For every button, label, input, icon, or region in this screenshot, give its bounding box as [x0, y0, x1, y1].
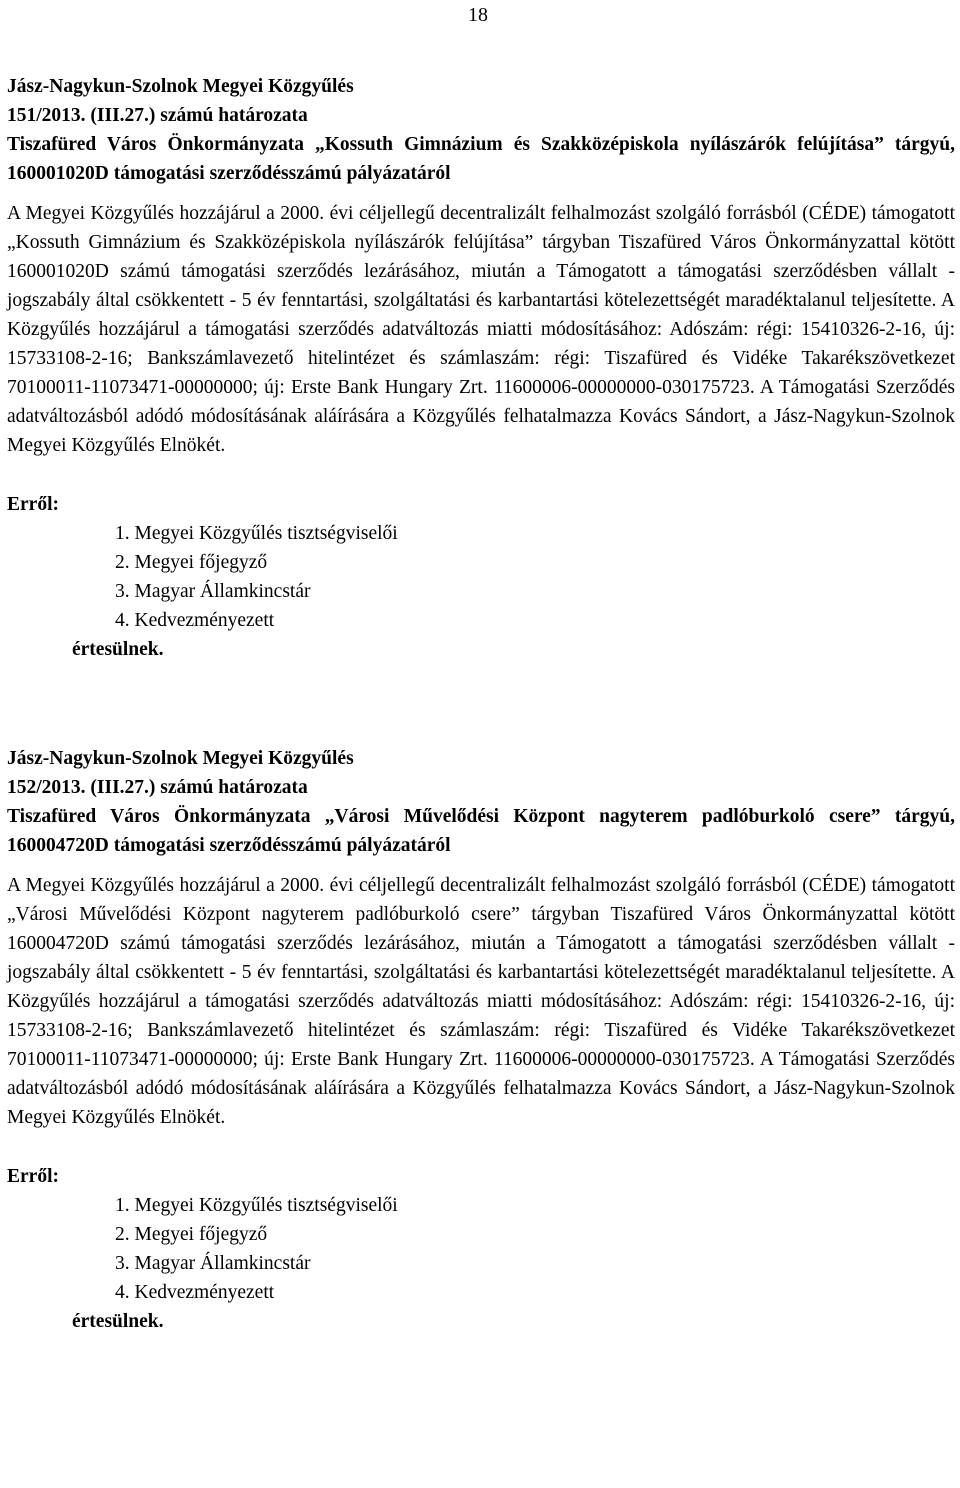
recipient-item: 4. Kedvezményezett: [115, 1282, 275, 1303]
resolution-152: [7, 744, 955, 1336]
resolution-text: A Megyei Közgyűlés hozzájárul a 2000. évi céljellegű decentralizált felhalmozást szolgáló forrásból (CÉDE) támogatott „Kossuth Gimnázium és Szakközépiskola nyílászárók felújítása” tárgyban Tiszafüred Város Önkormányzattal kötött 160001020D számú támogatási szerződés lezárásához, miután a Támogatott a támogatási szerződésben vállalt - jogszabály által csökkentett - 5 év fenntartási, szolgáltatási és karbantartási kötelezettségét maradéktalanul teljesítette. A Közgyűlés hozzájárul a támogatási szerződés adatváltozás miatti módosításához: Adószám: régi: 15410326-2-16, új: 15733108-2-16; Bankszámlavezető hitelintézet és számlaszám: régi: Tiszafüred és Vidéke Takarékszövetkezet 70100011-11073471-00000000; új: Erste Bank Hungary Zrt. 11600006-00000000-030175723. A Támogatási Szerződés adatváltozásból adódó módosításának aláírására a Közgyűlés felhatalmazza Kovács Sándort, a Jász-Nagykun-Szolnok Megyei Közgyűlés Elnökét.: [7, 203, 955, 456]
resolution-151: [7, 72, 955, 664]
page-number: 18: [468, 4, 488, 26]
resolution-number: 152/2013. (III.27.) számú határozata: [7, 777, 308, 798]
recipient-list: [7, 519, 955, 635]
document-body: [7, 72, 955, 1336]
notification-label: Erről:: [7, 494, 59, 515]
recipient-list: [7, 1191, 955, 1307]
resolution-text: A Megyei Közgyűlés hozzájárul a 2000. évi céljellegű decentralizált felhalmozást szolgáló forrásból (CÉDE) támogatott „Városi Művelődési Központ nagyterem padlóburkoló csere” tárgyban Tiszafüred Város Önkormányzattal kötött 160004720D számú támogatási szerződés lezárásához, miután a Támogatott a támogatási szerződésben vállalt - jogszabály által csökkentett - 5 év fenntartási, szolgáltatási és karbantartási kötelezettségét maradéktalanul teljesítette. A Közgyűlés hozzájárul a támogatási szerződés adatváltozás miatti módosításához: Adószám: régi: 15410326-2-16, új: 15733108-2-16; Bankszámlavezető hitelintézet és számlaszám: régi: Tiszafüred és Vidéke Takarékszövetkezet 70100011-11073471-00000000; új: Erste Bank Hungary Zrt. 11600006-00000000-030175723. A Támogatási Szerződés adatváltozásból adódó módosításának aláírására a Közgyűlés felhatalmazza Kovács Sándort, a Jász-Nagykun-Szolnok Megyei Közgyűlés Elnökét.: [7, 875, 955, 1128]
resolution-number: 151/2013. (III.27.) számú határozata: [7, 105, 308, 126]
recipient-item: 3. Magyar Államkincstár: [115, 1253, 311, 1274]
resolution-subject: Tiszafüred Város Önkormányzata „Kossuth Gimnázium és Szakközépiskola nyílászárók felújítása” tárgyú, 160001020D támogatási szerződésszámú pályázatáról: [7, 134, 955, 184]
recipient-item: 1. Megyei Közgyűlés tisztségviselői: [115, 1195, 398, 1216]
recipient-item: 3. Magyar Államkincstár: [115, 581, 311, 602]
notification-label: Erről:: [7, 1166, 59, 1187]
recipient-item: 2. Megyei főjegyző: [115, 1224, 268, 1245]
resolution-subject: Tiszafüred Város Önkormányzata „Városi Művelődési Központ nagyterem padlóburkoló csere” tárgyú, 160004720D támogatási szerződésszámú pályázatáról: [7, 806, 955, 856]
notified-label: értesülnek.: [72, 639, 164, 660]
recipient-item: 2. Megyei főjegyző: [115, 552, 268, 573]
recipient-item: 4. Kedvezményezett: [115, 610, 275, 631]
issuing-body: Jász-Nagykun-Szolnok Megyei Közgyűlés: [7, 76, 354, 97]
issuing-body: Jász-Nagykun-Szolnok Megyei Közgyűlés: [7, 748, 354, 769]
recipient-item: 1. Megyei Közgyűlés tisztségviselői: [115, 523, 398, 544]
notified-label: értesülnek.: [72, 1311, 164, 1332]
